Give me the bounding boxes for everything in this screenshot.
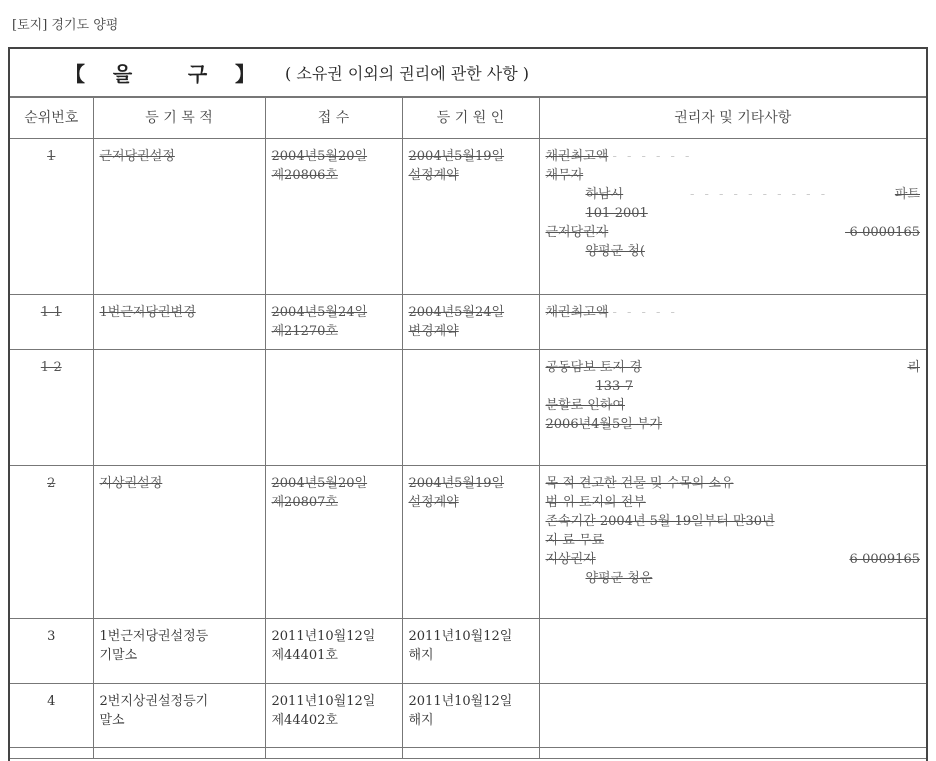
detail-line: 근저당권자 (545, 225, 609, 240)
cause-cell (402, 619, 539, 684)
detail-line: 공동담보 토지 경 (545, 360, 642, 375)
receipt-date: 2004년5월20일 (271, 149, 368, 164)
table-row-partial (10, 748, 926, 759)
rank-number: 3 (10, 619, 93, 684)
details-cell (539, 684, 926, 748)
section-subtitle: ( 소유권 이외의 권리에 관한 사항 ) (285, 64, 529, 83)
detail-line: 채무자 (545, 168, 584, 183)
registration-purpose: 말소 (99, 713, 125, 728)
receipt-cell (265, 466, 402, 619)
details-cell (539, 139, 926, 295)
cause-cell (402, 139, 539, 295)
detail-line: 범 위 토지의 전부 (545, 495, 646, 510)
receipt-number: 제44402호 (271, 713, 338, 728)
table-header-row (10, 98, 926, 139)
rank-number: 4 (10, 684, 93, 748)
cause-date: 2004년5월19일 (408, 149, 505, 164)
detail-line: 6-0009165 (849, 552, 920, 567)
table-row (10, 295, 926, 350)
detail-line: 지상권자 (545, 552, 596, 567)
register-table (10, 97, 926, 759)
receipt-date: 2011년10월12일 (271, 629, 376, 644)
receipt-cell (265, 295, 402, 350)
receipt-number: 제20807호 (271, 495, 338, 510)
section-title-row (10, 49, 926, 97)
rank-number: 1-2 (10, 350, 93, 466)
detail-line: 존속기간 2004년 5월 19일부터 만30년 (545, 514, 775, 529)
receipt-cell (265, 350, 402, 466)
cause-cell (402, 466, 539, 619)
section-title: 【 을 구 】 (65, 62, 256, 86)
table-row (10, 350, 926, 466)
rank-number: 2 (10, 466, 93, 619)
receipt-number: 제20806호 (271, 168, 338, 183)
table-row (10, 619, 926, 684)
detail-line: 2006년4월5일 부가 (545, 417, 663, 432)
detail-line: 채권최고액 (545, 305, 609, 320)
detail-line: 101-2001 (585, 206, 648, 221)
detail-line: -6-0000165 (845, 225, 920, 240)
receipt-number: 제21270호 (271, 324, 338, 339)
document-header: [토지] 경기도 양평 (12, 18, 119, 33)
receipt-date: 2004년5월20일 (271, 476, 368, 491)
receipt-cell (265, 139, 402, 295)
purpose-cell (93, 619, 265, 684)
register-section-eul (8, 47, 928, 761)
cause-type: 변경계약 (408, 324, 459, 339)
receipt-date: 2011년10월12일 (271, 694, 376, 709)
table-row (10, 139, 926, 295)
receipt-number: 제44401호 (271, 648, 338, 663)
registration-purpose: 2번지상권설정등기 (99, 694, 209, 709)
cause-type: 설정계약 (408, 495, 459, 510)
details-cell (539, 295, 926, 350)
cause-type: 해지 (408, 713, 434, 728)
cause-date: 2011년10월12일 (408, 629, 513, 644)
cause-cell (402, 684, 539, 748)
rank-number: 1 (10, 139, 93, 295)
table-row (10, 466, 926, 619)
registration-purpose: 1번근저당권설정등 (99, 629, 209, 644)
registration-purpose: 근저당권설정 (93, 139, 265, 295)
receipt-date: 2004년5월24일 (271, 305, 368, 320)
col-header-cause: 등 기 원 인 (402, 98, 539, 139)
registration-purpose: 기말소 (99, 648, 138, 663)
col-header-receipt: 접 수 (265, 98, 402, 139)
registration-purpose: 1번근저당권변경 (93, 295, 265, 350)
redacted-text: - - - - - - (612, 149, 693, 164)
details-cell (539, 466, 926, 619)
purpose-cell (93, 684, 265, 748)
cause-date: 2004년5월19일 (408, 476, 505, 491)
cause-cell (402, 350, 539, 466)
rank-number: 1-1 (10, 295, 93, 350)
cause-type: 설정계약 (408, 168, 459, 183)
cause-type: 해지 (408, 648, 434, 663)
detail-line: 양평군 청( (585, 244, 645, 259)
receipt-cell (265, 684, 402, 748)
col-header-purpose: 등 기 목 적 (93, 98, 265, 139)
details-cell (539, 619, 926, 684)
detail-line: 목 적 견고한 건물 및 수목의 소유 (545, 476, 734, 491)
redacted-text: - - - - - - - - - - (689, 187, 829, 202)
col-header-details: 권리자 및 기타사항 (539, 98, 926, 139)
cause-date: 2004년5월24일 (408, 305, 505, 320)
cause-date: 2011년10월12일 (408, 694, 513, 709)
detail-line: 분할로 인하여 (545, 398, 625, 413)
redacted-text: - - - - - (612, 305, 678, 320)
detail-line: 파트 (894, 187, 920, 202)
cause-cell (402, 295, 539, 350)
details-cell (539, 350, 926, 466)
detail-line: 하남시 (585, 187, 624, 202)
col-header-rank: 순위번호 (10, 98, 93, 139)
detail-line: 양평군 청운 (585, 571, 653, 586)
registration-purpose (93, 350, 265, 466)
registration-purpose: 지상권설정 (93, 466, 265, 619)
table-row (10, 684, 926, 748)
detail-line: 133-7 (595, 379, 633, 394)
detail-line: 리 (907, 360, 920, 375)
detail-line: 지 료 무료 (545, 533, 604, 548)
receipt-cell (265, 619, 402, 684)
detail-line: 채권최고액 (545, 149, 609, 164)
